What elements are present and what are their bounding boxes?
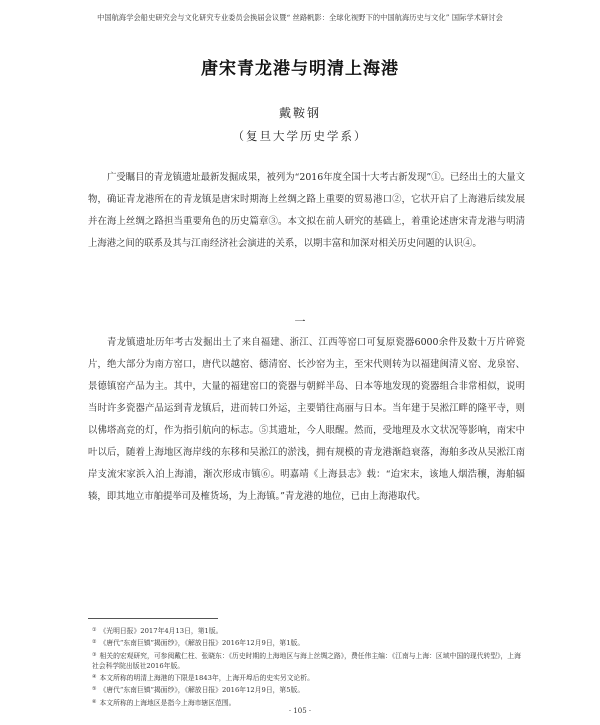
footnote-item: ① 《光明日报》2017年4月13日，第1版。 bbox=[92, 627, 223, 635]
footnote-item: ② 《唐代“东南巨镇”揭面纱》，《解放日报》2016年12月9日，第1版。 bbox=[92, 639, 305, 648]
intro-paragraph: 广受瞩目的青龙镇遗址最新发掘成果，被列为“2016年度全国十大考古新发现”①。已经出土的大量文物，确证青龙港所在的青龙镇是唐宋时期海上丝绸之路上重要的贸易港口②，它状开启了上海港后续发展并在海上丝绸之路担当重要角色的历史篇章③。本文拟在前人研究的基础上，着重论述唐宋青龙港与明清上海港之间的联系及其与江南经济社会演进的关系，以期丰富和加深对相关历史问题的认识④。 bbox=[88, 172, 525, 249]
footnote-divider bbox=[88, 618, 218, 619]
footnote-item: ③ 相关的宏观研究，可参阅戴仁柱、张晓东：《历史时期的上海地区与海上丝绸之路》，费任伟主编：《江南与上海：区域中国的现代转型》，上海社会科学院出版社2016年版。 bbox=[92, 651, 521, 670]
section-1-paragraph: 青龙镇遗址历年考古发掘出土了来自福建、浙江、江西等窑口可复原瓷器6000余件及数十万片碎瓷片，绝大部分为南方窑口，唐代以越窑、德清窑、长沙窑为主，至宋代则转为以福建闽清义窑、龙泉窑、景德镇窑产品为主。其中，大量的福建窑口的瓷器与朝鲜半岛、日本等地发现的瓷器组合非常相似，说明当时许多瓷器产品运到青龙镇后，进而转口外运，主要销往高丽与日本。当年建于吴淞江畔的隆平寺，则以佛塔高竞的灯，作为指引航向的标志。⑤其遗址，今人眼醒。然而，受地理及水文状况等影响，南宋中叶以后，随着上海地区海岸线的东移和吴淞江的淤浅，拥有规模的青龙港渐趋衰落，海舶多改从吴淞江南岸支流宋家浜入泊上海浦，渐次形成市镇⑥。明嘉靖《上海县志》载：“迨宋末，该地人烟浩穰，海舶辐辏，即其地立市舶提举司及榷货场，为上海镇。”青龙港的地位，已由上海港取代。 bbox=[88, 337, 525, 502]
footnote-item: ⑥ 本文所称的上海地区是指今上海市辖区范围。 bbox=[92, 698, 236, 707]
author-affiliation: （复旦大学历史学系） bbox=[232, 129, 368, 143]
footnote-item: ⑤ 《唐代“东南巨镇”揭面纱》，《解放日报》2016年12月9日，第5版。 bbox=[92, 686, 305, 695]
footnote-item: ④ 本文所称的明清上海港的下限是1843年，上海开埠后的史实另文论析。 bbox=[92, 673, 314, 682]
section-number: 一 bbox=[294, 315, 306, 328]
running-header: 中国航海学会船史研究会与文化研究专业委员会换届会议暨“ 丝路帆影：全球化视野下的中国航海历史与文化” 国际学术研讨会 bbox=[97, 13, 503, 22]
author-name: 戴鞍钢 bbox=[278, 106, 321, 120]
article-title: 唐宋青龙港与明清上海港 bbox=[201, 59, 399, 79]
footnotes bbox=[92, 626, 524, 710]
page-number: · 105 · bbox=[288, 707, 312, 715]
